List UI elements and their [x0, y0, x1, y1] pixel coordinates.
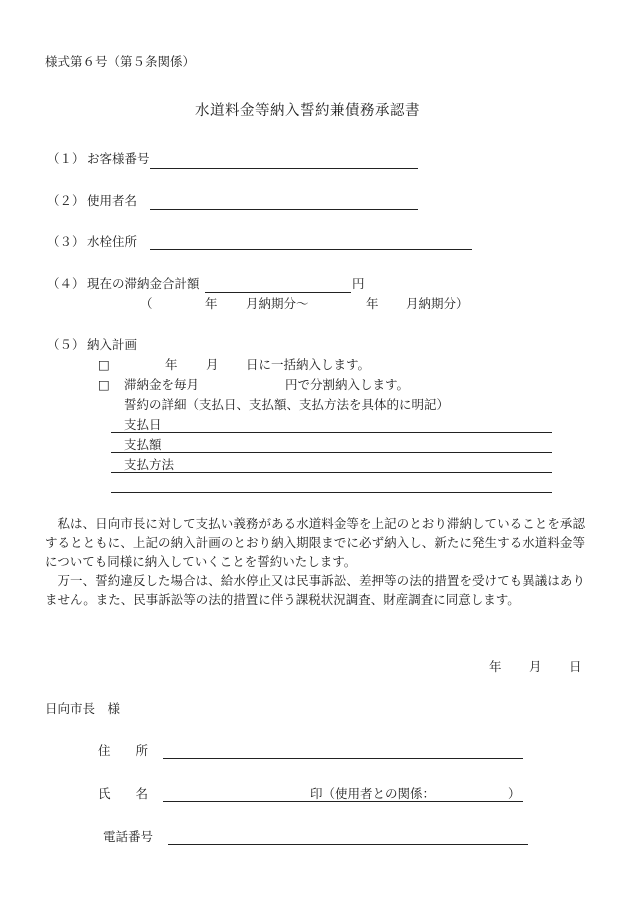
- installment-checkbox[interactable]: □: [98, 377, 110, 392]
- lump-sum-checkbox[interactable]: □: [98, 357, 110, 372]
- address-label: 住 所: [98, 743, 149, 758]
- name-field[interactable]: [163, 801, 523, 802]
- pledge-paragraph-2: 万一、誓約違反した場合は、給水停止又は民事訴訟、差押等の法的措置を受けても異議はありません。また、民事訴訟等の法的措置に伴う課税状況調査、財産調査に同意します。: [45, 573, 585, 607]
- document-title: 水道料金等納入誓約兼債務承認書: [195, 103, 420, 119]
- user-name-field[interactable]: [150, 209, 418, 210]
- phone-label: 電話番号: [103, 829, 154, 844]
- form-number: 様式第６号（第５条関係）: [45, 54, 196, 69]
- item-2-number: （２）: [47, 193, 85, 208]
- delinquent-amount-field[interactable]: [205, 292, 351, 293]
- payment-date-label: 支払日: [124, 417, 162, 432]
- period-month-2: 月納期分）: [406, 296, 469, 311]
- payment-date-field[interactable]: [111, 432, 552, 433]
- seal-relation-label: 印（使用者との関係：: [310, 786, 436, 801]
- pledge-detail-label: 誓約の詳細（支払日、支払額、支払方法を具体的に明記）: [124, 397, 450, 412]
- item-3-label: 水栓住所: [87, 234, 138, 249]
- installment-suffix: 円で分割納入します。: [285, 377, 410, 392]
- phone-field[interactable]: [168, 844, 528, 845]
- name-label: 氏 名: [98, 786, 149, 801]
- address-field[interactable]: [163, 758, 523, 759]
- payment-amount-label: 支払額: [124, 437, 162, 452]
- pledge-paragraph-1: 私は、日向市長に対して支払い義務がある水道料金等を上記のとおり滞納していることを承認するとともに、上記の納入計画のとおり納入期限までに必ず納入し、新たに発生する水道料金等についても同様に納入していくことを誓約いたします。: [45, 516, 585, 569]
- lump-sum-month: 月: [206, 357, 219, 372]
- item-4-label: 現在の滞納金合計額: [87, 276, 200, 291]
- item-1-number: （１）: [47, 151, 85, 166]
- period-year-2: 年: [366, 296, 379, 311]
- item-1-label: お客様番号: [87, 151, 150, 166]
- yen-unit: 円: [352, 276, 365, 291]
- payment-method-label: 支払方法: [124, 457, 175, 472]
- addressee: 日向市長 様: [45, 701, 121, 716]
- seal-relation-close: ）: [508, 786, 521, 801]
- period-year-1: 年: [205, 296, 218, 311]
- date-day: 日: [569, 659, 582, 674]
- period-open-paren: （: [140, 296, 153, 311]
- payment-amount-field[interactable]: [111, 452, 552, 453]
- lump-sum-year: 年: [165, 357, 178, 372]
- item-2-label: 使用者名: [87, 193, 138, 208]
- date-month: 月: [529, 659, 542, 674]
- period-month-1: 月納期分～: [246, 296, 309, 311]
- extra-detail-field[interactable]: [111, 492, 552, 493]
- date-year: 年: [489, 659, 502, 674]
- lump-sum-day: 日に一括納入します。: [246, 357, 371, 372]
- item-5-number: （５）: [47, 337, 85, 352]
- payment-method-field[interactable]: [111, 472, 552, 473]
- customer-number-field[interactable]: [150, 168, 418, 169]
- item-4-number: （４）: [47, 276, 85, 291]
- pledge-statement: [45, 514, 585, 609]
- item-3-number: （３）: [47, 234, 85, 249]
- installment-prefix: 滞納金を毎月: [124, 377, 200, 392]
- item-5-label: 納入計画: [87, 337, 138, 352]
- faucet-address-field[interactable]: [150, 249, 472, 250]
